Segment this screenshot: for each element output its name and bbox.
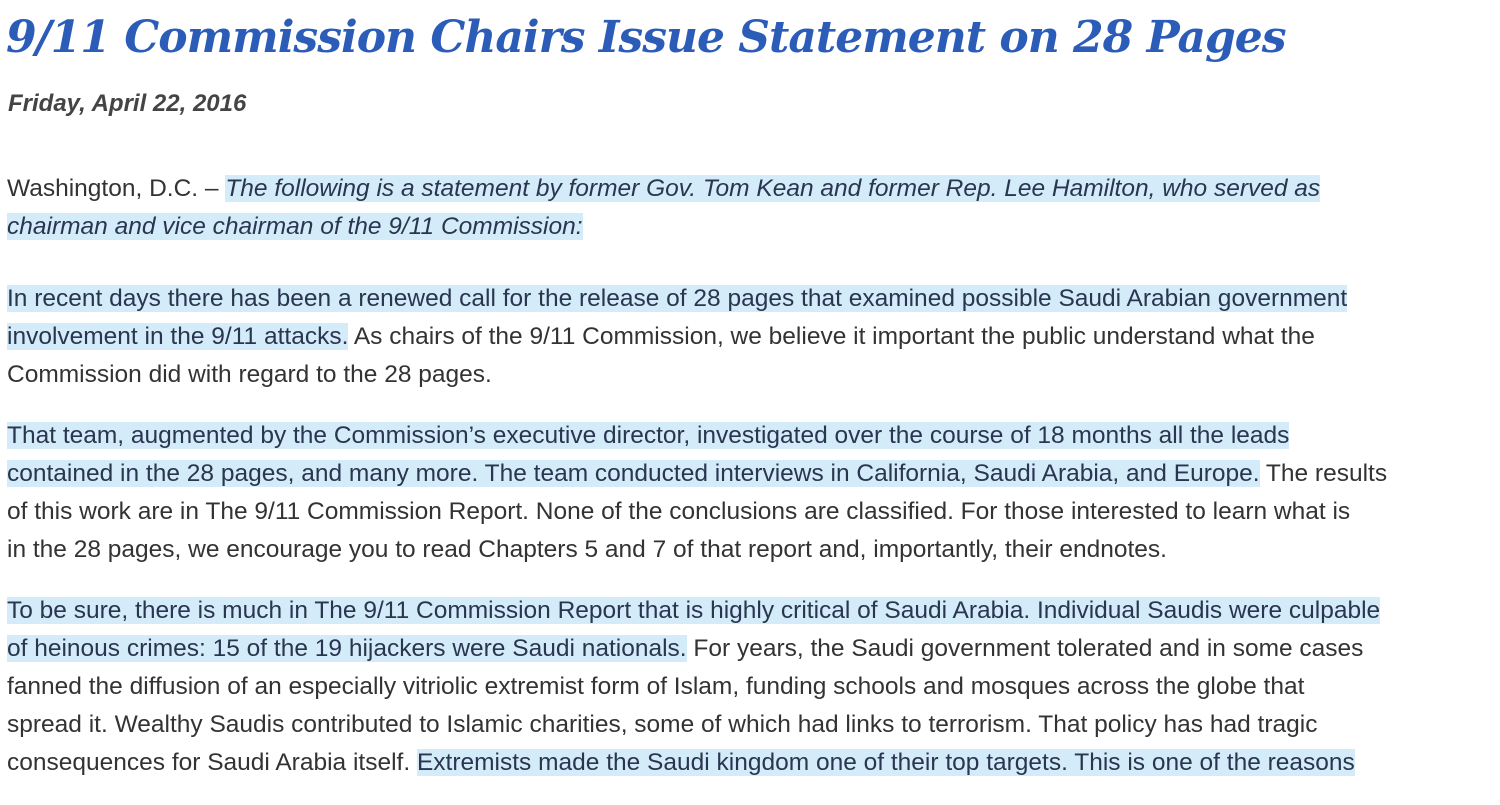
text-segment: consequences for Saudi Arabia itself.: [7, 749, 417, 776]
text-segment: Washington, D.C. –: [7, 175, 226, 202]
text-line: [7, 668, 1497, 706]
text-line: [7, 417, 1497, 455]
text-line: [7, 280, 1497, 318]
text-segment: in the 28 pages, we encourage you to read Chapters 5 and 7 of that report and, importantly, their endnotes.: [7, 536, 1167, 563]
text-segment: As chairs of the 9/11 Commission, we believe it important the public understand what the: [348, 323, 1315, 350]
text-segment: fanned the diffusion of an especially vitriolic extremist form of Islam, funding schools and mosques across the globe that: [7, 673, 1305, 700]
text-segment: of this work are in The 9/11 Commission Report. None of the conclusions are classified. For those interested to learn what is: [7, 498, 1351, 525]
text-line: [7, 744, 1497, 782]
text-segment: Commission did with regard to the 28 pages.: [7, 361, 492, 388]
text-line: [7, 170, 1497, 208]
text-segment: spread it. Wealthy Saudis contributed to Islamic charities, some of which had links to terrorism. That policy has had tragic: [7, 711, 1318, 738]
text-line: [7, 592, 1497, 630]
highlighted-text: To be sure, there is much in The 9/11 Commission Report that is highly critical of Saudi Arabia. Individual Saudis were culpable: [7, 597, 1381, 624]
text-line: [7, 318, 1497, 356]
paragraph: [7, 417, 1497, 569]
paragraph: [7, 280, 1497, 394]
highlighted-text: Extremists made the Saudi kingdom one of their top targets. This is one of the reasons: [416, 749, 1355, 776]
statement-body: [7, 170, 1497, 805]
text-line: [7, 531, 1497, 569]
text-line: [7, 706, 1497, 744]
highlighted-text: The following is a statement by former Gov. Tom Kean and former Rep. Lee Hamilton, who served as: [225, 175, 1321, 202]
highlighted-text: of heinous crimes: 15 of the 19 hijackers were Saudi nationals.: [7, 635, 687, 662]
paragraph: [7, 170, 1497, 246]
text-segment: For years, the Saudi government tolerated and in some cases: [686, 635, 1364, 662]
highlighted-text: That team, augmented by the Commission’s executive director, investigated over the course of 18 months all the leads: [7, 422, 1290, 449]
highlighted-text: contained in the 28 pages, and many more. The team conducted interviews in California, Saudi Arabia, and Europe.: [7, 460, 1260, 487]
text-line: [7, 356, 1497, 394]
highlighted-text: In recent days there has been a renewed call for the release of 28 pages that examined possible Saudi Arabian government: [7, 285, 1348, 312]
text-segment: The results: [1259, 460, 1388, 487]
text-line: [7, 208, 1497, 246]
highlighted-text: involvement in the 9/11 attacks.: [7, 323, 349, 350]
publish-date: Friday, April 22, 2016: [8, 90, 247, 117]
page-title: 9/11 Commission Chairs Issue Statement on 28 Pages: [6, 12, 1286, 63]
highlighted-text: chairman and vice chairman of the 9/11 Commission:: [7, 213, 583, 240]
text-line: [7, 455, 1497, 493]
paragraph: [7, 592, 1497, 782]
text-line: [7, 493, 1497, 531]
text-line: [7, 630, 1497, 668]
